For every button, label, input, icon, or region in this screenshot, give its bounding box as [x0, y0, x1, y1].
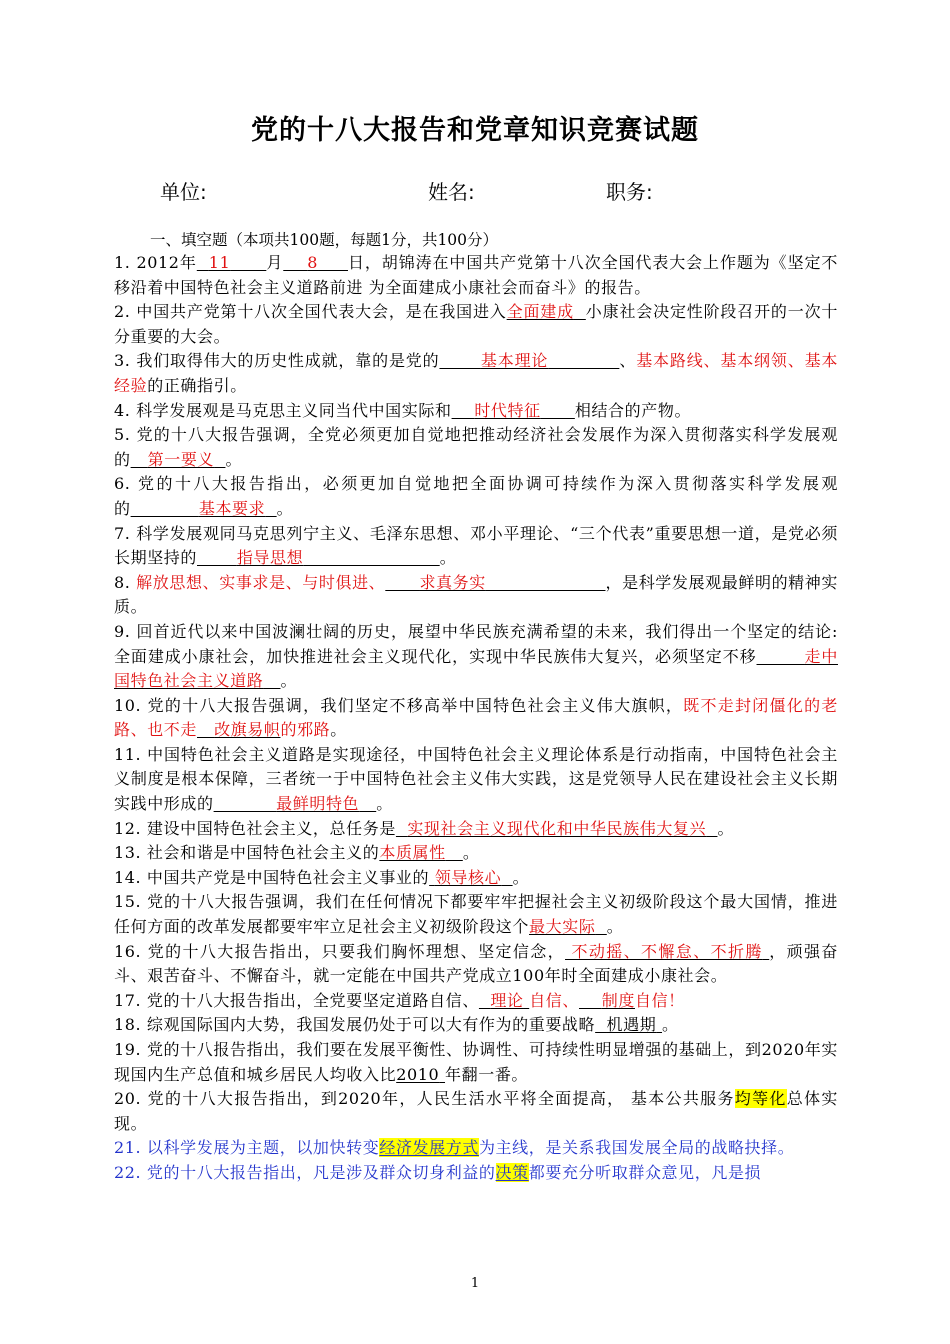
answer: 自信、: [529, 990, 580, 1010]
answer: 实现社会主义现代化和中华民族伟大复兴: [407, 818, 707, 838]
question-text: 15. 党的十八大报告强调，我们在任何情况下都要牢牢把握社会主义初级阶段这个最大国情，推进任何方面的改革发展都要牢牢立足社会主义初级阶段这个: [114, 892, 838, 937]
page-title: 党的十八大报告和党章知识竞赛试题: [251, 115, 699, 146]
question-text: 都要充分听取群众意见，凡是损: [528, 1162, 762, 1182]
question-text: 小康社会决定性阶段召开的一次十分重要的大会。: [114, 302, 839, 346]
question-text: 10. 党的十八大报告强调，我们坚定不移高举中国特色社会主义伟大旗帜，: [114, 695, 684, 715]
question-text: 。: [330, 720, 347, 740]
answer: 不动摇、不懈怠、不折腾: [571, 941, 763, 961]
question-text: 。: [662, 1015, 679, 1035]
question-17: [114, 989, 838, 1014]
answer: 8: [307, 253, 319, 272]
question-text: 13. 社会和谐是中国特色社会主义的: [114, 843, 380, 863]
answer: 走中国特色社会主义道路: [114, 646, 838, 691]
question-text: 。: [439, 548, 457, 568]
question-15: [114, 890, 838, 939]
question-3: [114, 349, 838, 398]
question-16: [114, 940, 838, 989]
question-text: 7. 科学发展观同马克思列宁主义、毛泽东思想、邓小平理论、“三个代表”重要思想一道，是党必须长期坚持的: [114, 523, 838, 568]
answer: 均等化: [734, 1089, 787, 1109]
question-21: [114, 1136, 838, 1161]
question-text: 总体实现。: [114, 1089, 838, 1133]
question-4: [114, 399, 838, 424]
answer: 指导思想: [236, 548, 304, 568]
answer: 全面建成: [506, 302, 574, 322]
question-text: 17. 党的十八大报告指出，全党要坚定道路自信、: [114, 990, 479, 1010]
question-22: [114, 1161, 838, 1186]
question-18: [114, 1013, 838, 1038]
question-text: 。: [512, 867, 530, 887]
question-8: [114, 571, 838, 620]
question-text: 。: [376, 794, 393, 814]
answer: 基本理论: [480, 351, 549, 371]
question-text: ，是科学发展观最鲜明的精神实质。: [114, 572, 838, 617]
question-14: [114, 866, 838, 891]
question-20: [114, 1087, 838, 1136]
question-text: 19. 党的十八报告指出，我们要在发展平衡性、协调性、可持续性明显增强的基础上，到2020年实现国内生产总值和城乡居民人均收入比: [114, 1040, 838, 1084]
question-text: 6. 党的十八大报告指出，必须更加自觉地把全面协调可持续作为深入贯彻落实科学发展观的: [114, 474, 838, 518]
questions-body: [114, 251, 838, 1186]
answer: 最大实际: [529, 917, 596, 937]
question-9: [114, 620, 838, 694]
answer: 改旗易帜: [214, 720, 281, 740]
answer: 决策: [495, 1162, 529, 1182]
question-text: 2. 中国共产党第十八次全国代表大会，是在我国进入: [114, 302, 507, 322]
question-text: 14. 中国共产党是中国特色社会主义事业的: [114, 867, 430, 887]
question-text: 。: [462, 843, 480, 863]
answer: 既不走封闭僵化的老路、也不走: [114, 695, 838, 740]
question-text: 1. 2012年: [114, 253, 197, 272]
answer: 制度: [601, 990, 635, 1010]
question-13: [114, 841, 838, 866]
question-text: 年翻一番。: [445, 1064, 529, 1084]
question-text: 5. 党的十八大报告强调，全党必须更加自觉地把推动经济社会发展作为深入贯彻落实科学发展观的: [114, 425, 838, 469]
name-label: 姓名:: [428, 180, 475, 204]
question-19: [114, 1038, 838, 1087]
position-label: 职务:: [606, 180, 653, 204]
answer: 基本路线、基本纲领、基本经验: [114, 351, 839, 395]
question-text: 9. 回首近代以来中国波澜壮阔的历史，展望中华民族充满希望的未来，我们得出一个坚定的结论: 全面建成小康社会，加快推进社会主义现代化，实现中华民族伟大复兴，必须坚定不移: [114, 621, 838, 666]
answer: 经济发展方式: [379, 1138, 479, 1158]
question-text: 12. 建设中国特色社会主义，总任务是: [114, 818, 396, 838]
answer: 自信！: [634, 990, 685, 1010]
question-text: 4. 科学发展观是马克思主义同当代中国实际和: [114, 400, 452, 420]
answer: 求真务实: [419, 572, 486, 592]
question-text: 11. 中国特色社会主义道路是实现途径，中国特色社会主义理论体系是行动指南，中国特色社会主义制度是根本保障，三者统一于中国特色社会主义伟大实践，这是党领导人民在建设社会主义长期实践中形成的: [114, 744, 838, 814]
answer: 领导核心: [434, 867, 502, 887]
question-2: [114, 300, 838, 349]
answer: 理论: [490, 990, 524, 1010]
question-text: 。: [225, 449, 243, 469]
answer: 时代特征: [474, 400, 541, 420]
answer: 本质属性: [379, 843, 446, 863]
question-text: 22. 党的十八大报告指出，凡是涉及群众切身利益的: [114, 1162, 496, 1182]
question-text: 的正确指引。: [147, 375, 247, 395]
answer: 解放思想、实事求是、与时俱进、: [136, 572, 386, 592]
question-text: 。: [717, 818, 735, 838]
question-text: 3. 我们取得伟大的历史性成就，靠的是党的: [114, 351, 440, 371]
question-text: 。: [606, 917, 624, 937]
question-text: 。: [280, 671, 298, 691]
question-text: 8.: [114, 572, 137, 592]
answer: 11: [208, 253, 231, 272]
question-text: 为主线，是关系我国发展全局的战略抉择。: [478, 1138, 795, 1158]
question-text: ，顽强奋斗、艰苦奋斗、不懈奋斗，就一定能在中国共产党成立100年时全面建成小康社会。: [114, 941, 839, 986]
question-12: [114, 817, 838, 842]
section-heading: 一、填空题（本项共100题，每题1分，共100分）: [150, 231, 499, 249]
question-text: 21. 以科学发展为主题，以加快转变: [114, 1138, 380, 1158]
question-11: [114, 743, 838, 817]
question-text: 相结合的产物。: [574, 400, 692, 420]
answer: 最鲜明特色: [276, 794, 360, 814]
question-text: 16. 党的十八大报告指出，只要我们胸怀理想、坚定信念，: [114, 941, 566, 961]
answer: 的邪路: [280, 720, 331, 740]
answer: 第一要义: [147, 449, 215, 469]
answer: 机遇期: [606, 1015, 657, 1035]
question-text: 。: [276, 498, 294, 518]
answer: 2010: [396, 1064, 440, 1084]
question-text: 20. 党的十八大报告指出，到2020年，人民生活水平将全面提高， 基本公共服务: [114, 1089, 735, 1109]
question-text: 、: [619, 351, 637, 371]
page-number: 1: [470, 1276, 480, 1291]
question-1: [114, 251, 838, 300]
question-text: 月: [266, 253, 284, 272]
question-6: [114, 472, 838, 521]
unit-label: 单位:: [160, 180, 207, 204]
question-5: [114, 423, 838, 472]
question-text: 18. 综观国际国内大势，我国发展仍处于可以大有作为的重要战略: [114, 1015, 596, 1035]
question-10: [114, 694, 838, 743]
answer: 基本要求: [198, 498, 266, 518]
question-7: [114, 522, 838, 571]
question-text: 日，胡锦涛在中国共产党第十八次全国代表大会上作题为《坚定不移沿着中国特色社会主义道路前进 为全面建成小康社会而奋斗》的报告。: [114, 253, 839, 297]
